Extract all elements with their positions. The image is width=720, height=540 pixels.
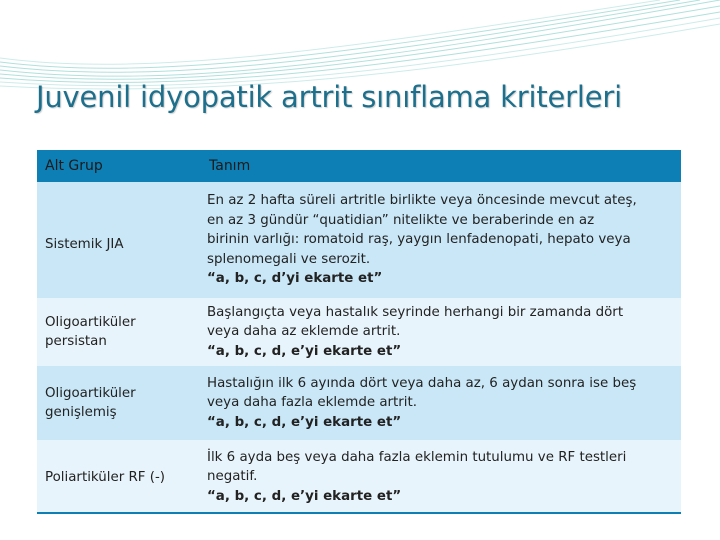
group-cell — [37, 182, 199, 298]
definition-cell — [199, 298, 681, 366]
group-cell — [37, 366, 199, 440]
table-header-row — [37, 150, 681, 182]
definition-cell — [199, 366, 681, 440]
table-row — [37, 440, 681, 514]
table-row — [37, 366, 681, 440]
group-label: Sistemik JIA — [45, 237, 124, 252]
column-header-group: Alt Grup — [45, 158, 103, 174]
table-bottom-border — [37, 512, 681, 514]
definition-line: veya daha az eklemde artrit. — [207, 324, 401, 340]
definition-line: splenomegali ve serozit. — [207, 251, 371, 267]
definition-line: Başlangıçta veya hastalık seyrinde herhangi bir zamanda dört — [207, 304, 624, 320]
table-row — [37, 182, 681, 298]
group-label: Oligoartiküler — [45, 386, 136, 401]
definition-line: İlk 6 ayda beş veya daha fazla eklemin tutulumu ve RF testleri — [207, 449, 627, 465]
group-label: Oligoartiküler — [45, 315, 136, 330]
definition-line: En az 2 hafta süreli artritle birlikte veya öncesinde mevcut ateş, — [207, 193, 637, 209]
definition-line: negatif. — [207, 469, 258, 485]
definition-line: en az 3 gündür “quatidian” nitelikte ve beraberinde en az — [207, 212, 595, 228]
group-cell — [37, 440, 199, 514]
page-title: Juvenil idyopatik artrit sınıflama kriterleri — [36, 80, 622, 114]
definition-cell — [199, 182, 681, 298]
column-header-definition: Tanım — [209, 158, 251, 174]
group-label: Poliartiküler RF (-) — [45, 469, 166, 485]
definition-line: Hastalığın ilk 6 ayında dört veya daha az, 6 aydan sonra ise beş — [207, 375, 637, 391]
group-label: genişlemiş — [45, 405, 117, 420]
definition-line: birinin varlığı: romatoid raş, yaygın lenfadenopati, hepato veya — [207, 232, 631, 248]
definition-cell — [199, 440, 681, 514]
exclusion-note: “a, b, c, d’yi ekarte et” — [207, 271, 383, 287]
table-row — [37, 298, 681, 366]
criteria-table — [37, 150, 681, 514]
definition-line: veya daha fazla eklemde artrit. — [207, 395, 418, 411]
group-cell — [37, 298, 199, 366]
exclusion-note: “a, b, c, d, e’yi ekarte et” — [207, 343, 402, 359]
group-label: persistan — [45, 334, 107, 349]
exclusion-note: “a, b, c, d, e’yi ekarte et” — [207, 488, 402, 504]
exclusion-note: “a, b, c, d, e’yi ekarte et” — [207, 414, 402, 430]
